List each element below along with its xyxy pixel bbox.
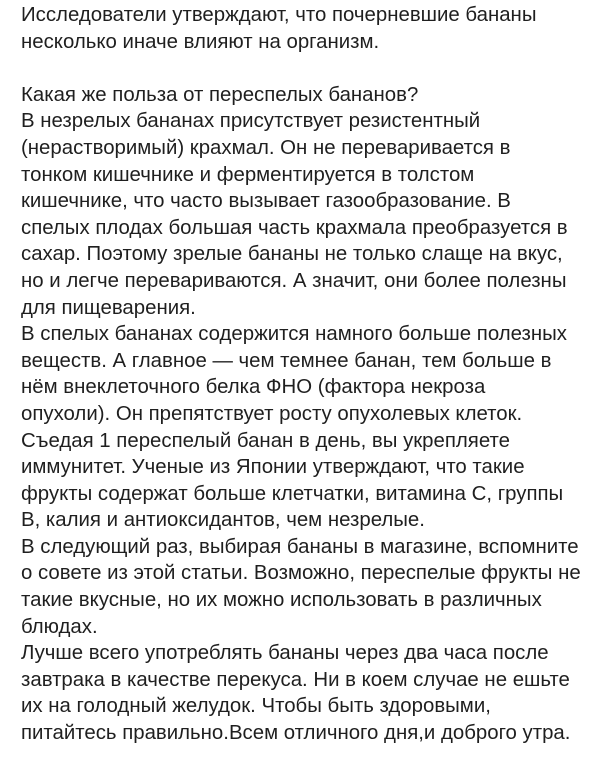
text-line: В, калия и антиоксидантов, чем незрелые. xyxy=(21,509,425,532)
text-line: фрукты содержат больше клетчатки, витамина С, группы xyxy=(21,482,564,505)
text-line: кишечнике, что часто вызывает газообразование. В xyxy=(21,190,511,213)
text-line: веществ. А главное — чем темнее банан, тем больше в xyxy=(21,349,552,372)
text-line: Лучше всего употреблять бананы через два часа после xyxy=(21,642,549,665)
text-line: спелых плодах большая часть крахмала преобразуется в xyxy=(21,216,568,239)
text-line: иммунитет. Ученые из Японии утверждают, что такие xyxy=(21,456,525,479)
text-line: В незрелых бананах присутствует резистентный xyxy=(21,110,481,133)
text-line: (нерастворимый) крахмал. Он не переваривается в xyxy=(21,136,511,159)
paragraph-gap xyxy=(21,55,590,82)
text-line: для пищеварения. xyxy=(21,296,196,319)
text-line: но и легче перевариваются. А значит, они более полезны xyxy=(21,269,567,292)
text-line: Съедая 1 переспелый банан в день, вы укрепляете xyxy=(21,429,510,452)
text-line: такие вкусные, но их можно использовать в различных xyxy=(21,589,542,612)
text-line: тонком кишечнике и ферментируется в толстом xyxy=(21,163,475,186)
text-line: В следующий раз, выбирая бананы в магазине, вспомните xyxy=(21,535,579,558)
text-line: Исследователи утверждают, что почерневшие бананы xyxy=(21,4,537,26)
text-line: завтрака в качестве перекуса. Ни в коем случае не ешьте xyxy=(21,668,570,691)
text-line: несколько иначе влияют на организм. xyxy=(21,30,380,53)
text-line: сахар. Поэтому зрелые бананы не только слаще на вкус, xyxy=(21,243,563,266)
text-line: питайтесь правильно.Всем отличного дня,и доброго утра. xyxy=(21,722,571,745)
text-line: опухоли). Он препятствует росту опухолевых клеток. xyxy=(21,402,523,425)
text-line: о совете из этой статьи. Возможно, переспелые фрукты не xyxy=(21,562,581,585)
text-line: их на голодный желудок. Чтобы быть здоровыми, xyxy=(21,695,491,718)
section-heading: Какая же польза от переспелых бананов? xyxy=(21,83,419,106)
text-line: В спелых бананах содержится намного больше полезных xyxy=(21,323,567,346)
text-line: блюдах. xyxy=(21,615,98,638)
text-line: нём внеклеточного белка ФНО (фактора некроза xyxy=(21,376,486,399)
